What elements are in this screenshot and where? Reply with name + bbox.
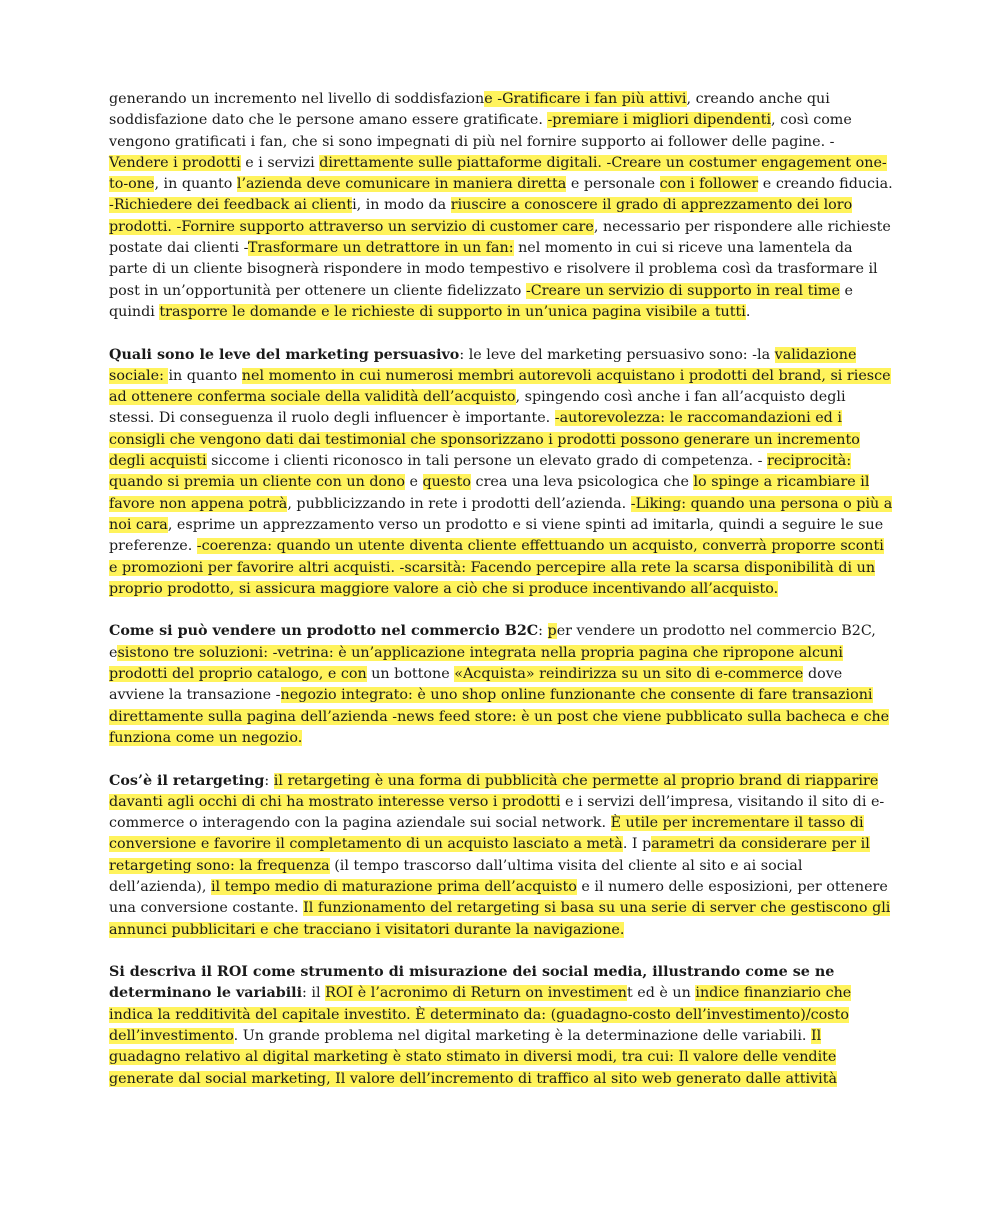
highlighted-text: lo spinge a ricambiare il favore non appena potrà (109, 474, 870, 512)
highlighted-text: indice finanziario che indica la redditività del capitale investito. È determinato da: (guadagno-costo dell’investimento)/costo dell’investimento (109, 985, 852, 1045)
highlighted-text: -autorevolezza: le raccomandazioni ed i consigli che vengono dati dai testimonial che sponsorizzano i prodotti possono generare un incremento degli acquisti (109, 410, 860, 470)
paragraph (109, 962, 895, 1090)
body-text: dove avviene la transazione - (109, 666, 843, 704)
highlighted-text: il tempo medio di maturazione prima dell’acquisto (210, 878, 577, 895)
highlighted-text: Il funzionamento del retargeting si basa su una serie di server che gestiscono gli annunci pubblicitari e che tracciano i visitatori durante la navigazione. (109, 900, 891, 938)
body-text: : il (302, 985, 326, 1002)
highlighted-text: ROI è l’acronimo di Return on investimen (325, 985, 627, 1002)
body-text: , in quanto (154, 176, 237, 193)
body-text: . (745, 303, 751, 320)
highlighted-text: Vendere i prodotti (109, 154, 241, 171)
body-text: generando un incremento nel livello di soddisfazion (109, 91, 485, 107)
body-text: , pubblicizzando in rete i prodotti dell’azienda. (287, 495, 631, 512)
body-text: siccome i clienti riconosco in tali persone un elevato grado di competenza. - (206, 453, 767, 470)
body-text: , così come vengono gratificati i fan, che si sono impegnati di più nel fornire supporto ai follower delle pagine. - (109, 112, 852, 150)
highlighted-text: validazione sociale: (109, 346, 857, 384)
highlighted-text: negozio integrato: è uno shop online funzionante che consente di fare transazioni direttamente sulla pagina dell’azienda -news feed store: è un post che viene pubblicato sulla bacheca e che funziona come un negozio. (109, 687, 890, 746)
highlighted-text: riuscire a conoscere il grado di apprezzamento dei loro prodotti. -Fornire supporto attraverso un servizio di customer care (109, 197, 853, 235)
question-heading: Come si può vendere un prodotto nel commercio B2C (109, 623, 539, 640)
highlighted-text: -Creare un servizio di supporto in real time (525, 282, 840, 299)
highlighted-text: trasporre le domande e le richieste di supporto in un’unica pagina visibile a tutti (159, 303, 746, 320)
body-text: i, in modo da (352, 197, 451, 214)
body-text: . I p (622, 836, 652, 853)
highlighted-text: l’azienda deve comunicare in maniera diretta (236, 176, 567, 193)
highlighted-text: p (547, 623, 557, 640)
highlighted-text: nel momento in cui numerosi membri autorevoli acquistano i prodotti del brand, si riesce ad ottenere conferma sociale della validità dell’acquisto (109, 367, 891, 406)
highlighted-text: Il guadagno relativo al digital marketing è stato stimato in diversi modi, tra cui: Il valore delle vendite generate dal social marketing, Il valore dell’incremento di traffico al sito web generato dalle attività (109, 1028, 838, 1087)
question-heading: Si descriva il ROI come strumento di misurazione dei social media, illustrando come se ne determinano le variabili (109, 964, 835, 1002)
body-text: crea una leva psicologica che (471, 474, 694, 491)
body-text: , esprime un apprezzamento verso un prodotto e si viene spinti ad imitarla, quindi a seguire le sue preferenze. (109, 516, 884, 555)
paragraph (109, 771, 895, 941)
body-text: . Un grande problema nel digital marketing è la determinazione delle variabili. (233, 1028, 811, 1045)
highlighted-text: «Acquista» reindirizza su un sito di e-commerce (454, 666, 804, 683)
body-text: : le leve del marketing persuasivo sono: -la (459, 346, 775, 363)
highlighted-text: direttamente sulle piattaforme digitali. -Creare un costumer engagement one-to-one (109, 154, 887, 193)
highlighted-text: È utile per incrementare il tasso di conversione e favorire il completamento di un acquisto lasciato a metà (109, 815, 864, 853)
paragraph (109, 89, 895, 323)
body-text: e il numero delle esposizioni, per ottenere una conversione costante. (109, 878, 888, 917)
question-heading: Quali sono le leve del marketing persuasivo (109, 346, 460, 363)
body-text: : (264, 772, 274, 789)
highlighted-text: il retargeting è una forma di pubblicità che permette al proprio brand di riapparire davanti agli occhi di chi ha mostrato interesse verso i prodotti (109, 772, 879, 810)
body-text: nel momento in cui si riceve una lamentela da parte di un cliente bisognerà rispondere in modo tempestivo e risolvere il problema così da trasformare il post in un’opportunità per ottenere un cliente fidelizzato (109, 240, 878, 299)
highlighted-text: questo (422, 474, 472, 491)
body-text: er vendere un prodotto nel commercio B2C, e (109, 623, 876, 661)
document-page (109, 89, 895, 1111)
highlighted-text: -premiare i migliori dipendenti (547, 112, 772, 129)
body-text: e personale (566, 176, 660, 193)
highlighted-text: sistono tre soluzioni: -vetrina: è un’applicazione integrata nella propria pagina che ripropone alcuni prodotti del proprio catalogo, e con (109, 644, 843, 683)
body-text: , spingendo così anche i fan all’acquisto degli stessi. Di conseguenza il ruolo degli influencer è importante. (109, 389, 846, 427)
highlighted-text: con i follower (659, 176, 759, 193)
body-text: t ed è un (626, 985, 696, 1002)
body-text: e (404, 474, 423, 491)
highlighted-text: -Richiedere dei feedback ai client (109, 197, 353, 214)
highlighted-text: arametri da considerare per il retargeting sono: la frequenza (109, 836, 870, 874)
highlighted-text: -coerenza: quando un utente diventa cliente effettuando un acquisto, converrà proporre sconti e promozioni per favorire altri acquisti. -scarsità: Facendo percepire alla rete la scarsa disponibilità di un proprio prodotto, si assicura maggiore valore a ciò che si produce incentivando all’acquisto. (109, 538, 884, 597)
body-text: e creando fiducia. (758, 176, 893, 193)
body-text: (il tempo trascorso dall’ultima visita del cliente al sito e ai social dell’azienda), (109, 857, 803, 895)
highlighted-text: reciprocità: quando si premia un cliente con un dono (109, 453, 852, 491)
paragraph (109, 345, 895, 601)
highlighted-text: e -Gratificare i fan più attivi (484, 91, 687, 107)
body-text: in quanto (168, 367, 242, 384)
question-heading: Cos’è il retargeting (109, 772, 265, 789)
highlighted-text: -Liking: quando una persona o più a noi cara (109, 495, 893, 533)
body-text: , necessario per rispondere alle richieste postate dai clienti - (109, 218, 891, 257)
body-text: e quindi (109, 282, 853, 320)
highlighted-text: Trasformare un detrattore in un fan: (247, 240, 514, 257)
body-text: , creando anche qui soddisfazione dato che le persone amano essere gratificate. (109, 91, 830, 129)
paragraph (109, 621, 895, 749)
body-text: e i servizi (240, 154, 320, 171)
body-text: e i servizi dell’impresa, visitando il sito di e-commerce o interagendo con la pagina aziendale sui social network. (109, 793, 885, 832)
body-text: : (538, 623, 548, 640)
body-text: un bottone (366, 666, 455, 683)
